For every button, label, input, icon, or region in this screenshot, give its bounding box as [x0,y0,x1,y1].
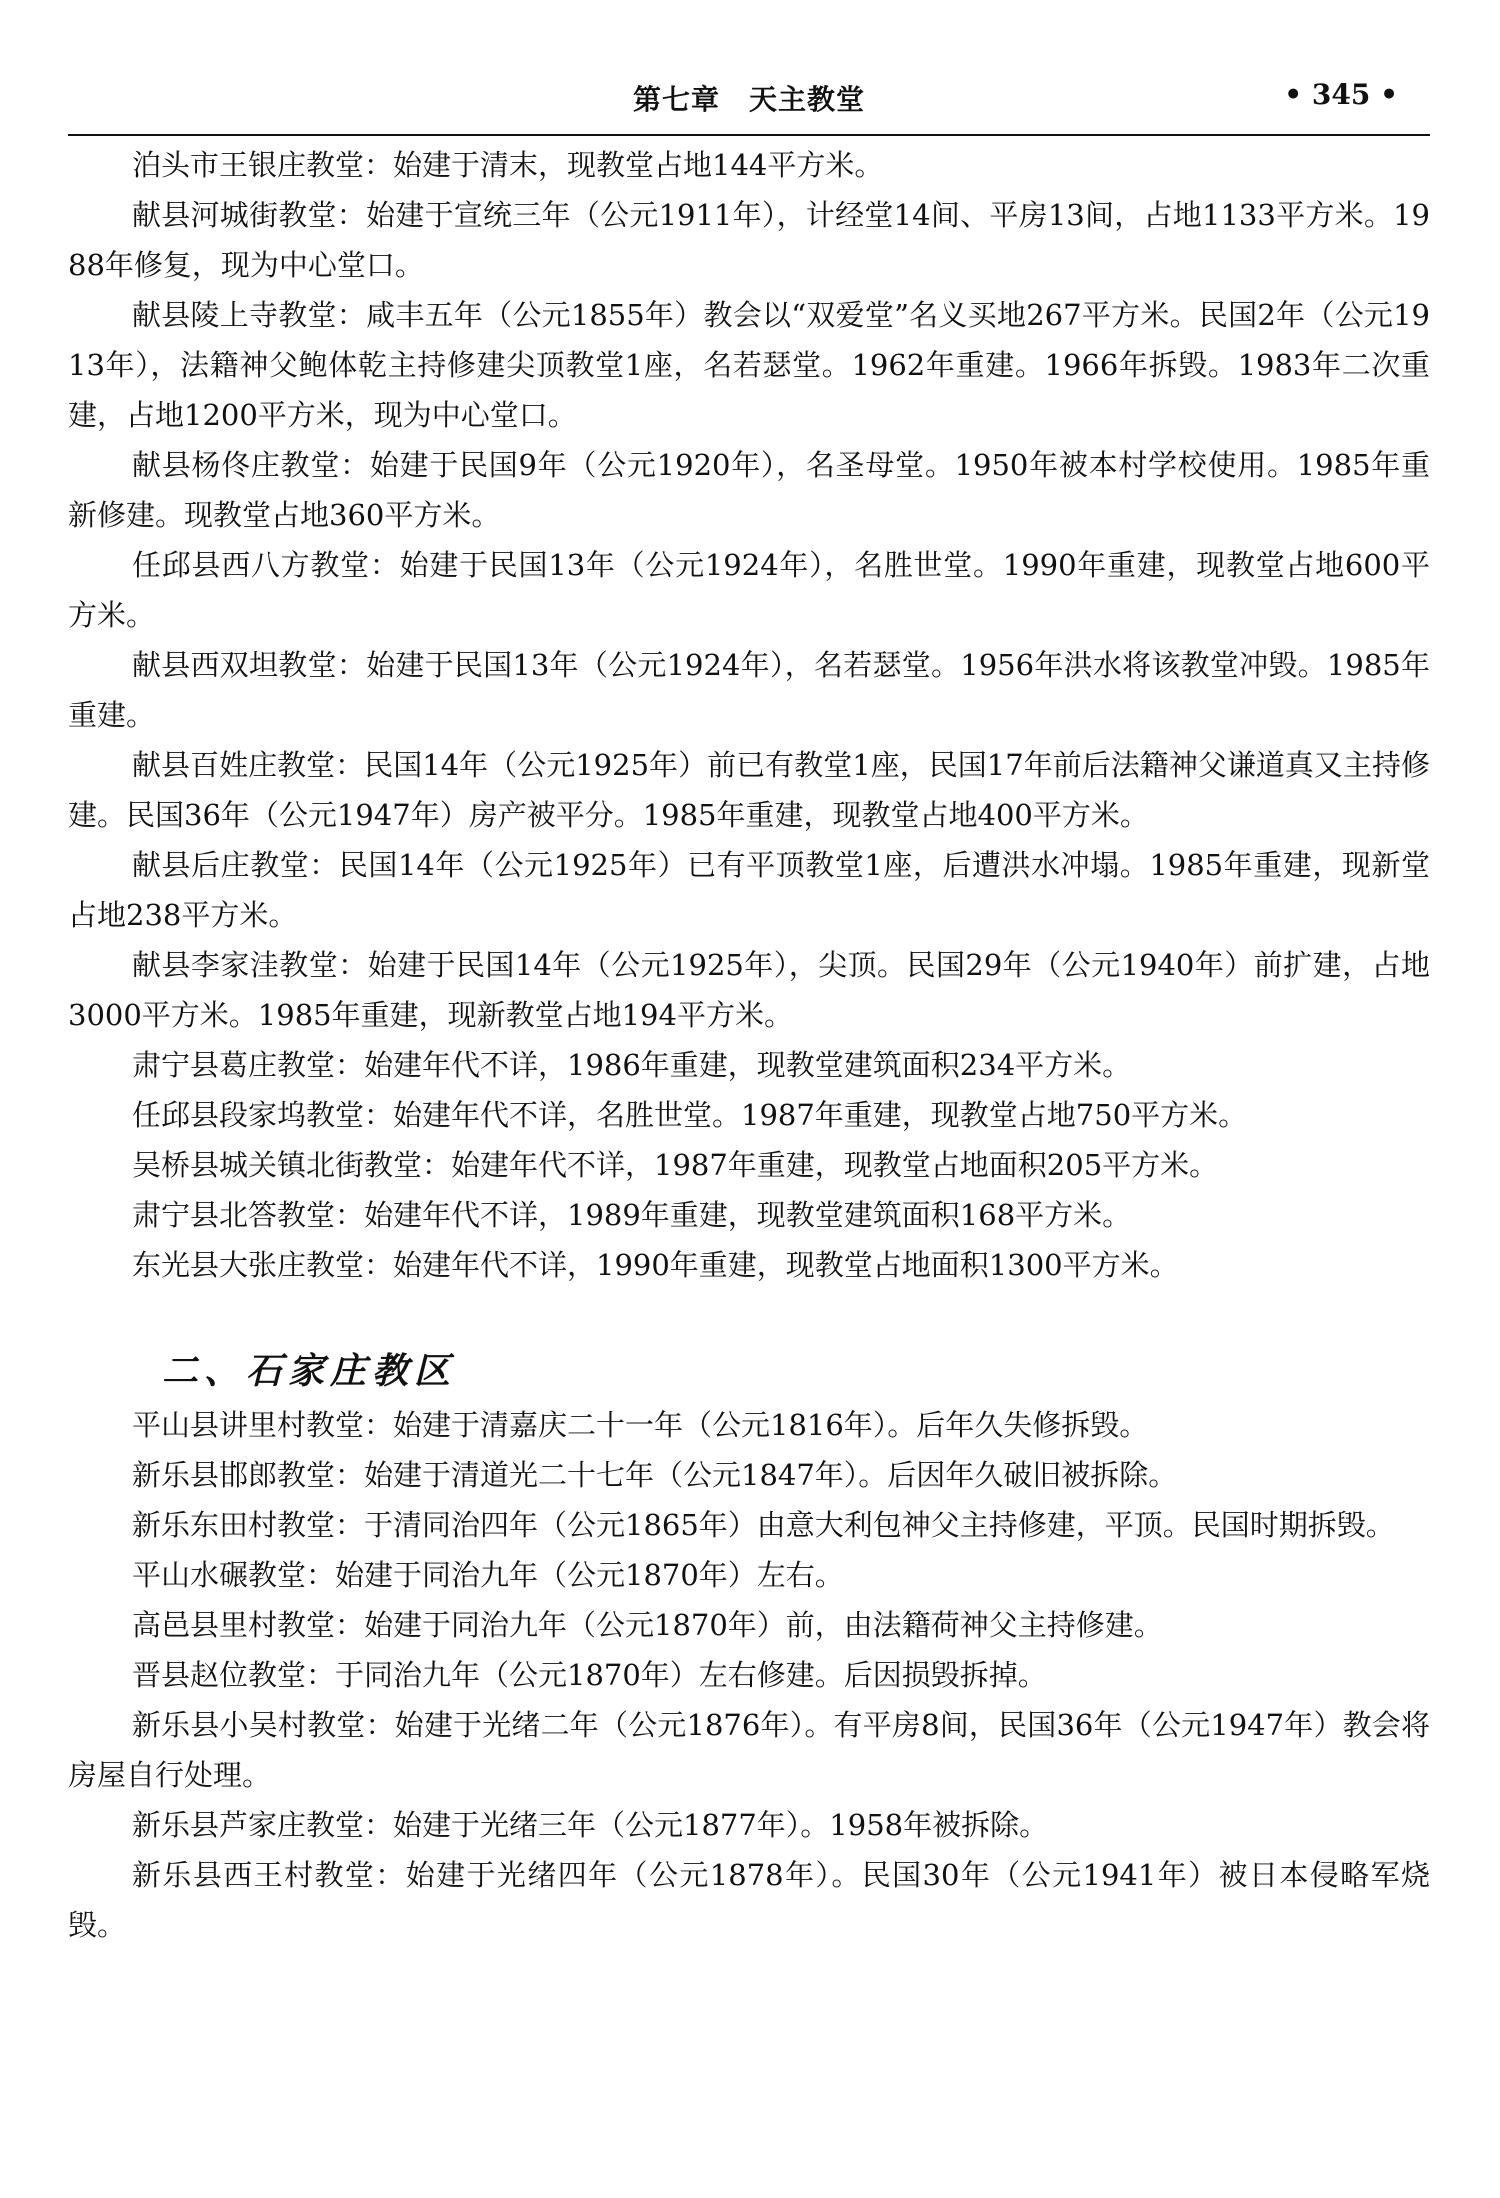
church-entry: 肃宁县北答教堂：始建年代不详，1989年重建，现教堂建筑面积168平方米。 [132,1198,1132,1232]
church-entry: 献县后庄教堂：民国14年（公元1925年）已有平顶教堂1座，后遭洪水冲塌。1985年重建，现新堂占地238平方米。 [68,848,1430,932]
church-entry: 高邑县里村教堂：始建于同治九年（公元1870年）前，由法籍荷神父主持修建。 [132,1608,1163,1642]
church-entry: 新乐县邯郎教堂：始建于清道光二十七年（公元1847年）。后因年久破旧被拆除。 [132,1458,1178,1492]
church-entry: 新乐县芦家庄教堂：始建于光绪三年（公元1877年）。1958年被拆除。 [132,1808,1049,1842]
church-entry: 献县陵上寺教堂：咸丰五年（公元1855年）教会以“双爱堂”名义买地267平方米。民国2年（公元1913年），法籍神父鲍体乾主持修建尖顶教堂1座，名若瑟堂。1962年重建。1966年拆毁。1983年二次重建，占地1200平方米，现为中心堂口。 [68,298,1430,432]
body-text [68,140,1430,1950]
chapter-title: 第七章 天主教堂 [632,83,865,116]
church-entry: 献县河城街教堂：始建于宣统三年（公元1911年），计经堂14间、平房13间，占地1133平方米。1988年修复，现为中心堂口。 [68,198,1430,282]
church-entry: 新乐县西王村教堂：始建于光绪四年（公元1878年）。民国30年（公元1941年）被日本侵略军烧毁。 [68,1858,1430,1942]
church-entry: 吴桥县城关镇北街教堂：始建年代不详，1987年重建，现教堂占地面积205平方米。 [132,1148,1219,1182]
church-entry: 献县李家洼教堂：始建于民国14年（公元1925年），尖顶。民国29年（公元1940年）前扩建，占地3000平方米。1985年重建，现新教堂占地194平方米。 [68,948,1430,1032]
running-header [68,72,1430,136]
church-entry: 献县西双坦教堂：始建于民国13年（公元1924年），名若瑟堂。1956年洪水将该教堂冲毁。1985年重建。 [68,648,1430,732]
church-entry: 东光县大张庄教堂：始建年代不详，1990年重建，现教堂占地面积1300平方米。 [132,1248,1179,1282]
church-entry: 泊头市王银庄教堂：始建于清末，现教堂占地144平方米。 [132,148,884,182]
church-entry: 新乐东田村教堂：于清同治四年（公元1865年）由意大利包神父主持修建，平顶。民国时期拆毁。 [132,1508,1395,1542]
church-entry: 平山水碾教堂：始建于同治九年（公元1870年）左右。 [132,1558,844,1592]
church-entry: 任邱县段家坞教堂：始建年代不详，名胜世堂。1987年重建，现教堂占地750平方米。 [132,1098,1248,1132]
church-entry: 晋县赵位教堂：于同治九年（公元1870年）左右修建。后因损毁拆掉。 [132,1658,1047,1692]
church-entry: 平山县讲里村教堂：始建于清嘉庆二十一年（公元1816年）。后年久失修拆毁。 [132,1408,1149,1442]
church-entry: 任邱县西八方教堂：始建于民国13年（公元1924年），名胜世堂。1990年重建，现教堂占地600平方米。 [68,548,1430,632]
church-entry: 献县百姓庄教堂：民国14年（公元1925年）前已有教堂1座，民国17年前后法籍神父谦道真又主持修建。民国36年（公元1947年）房产被平分。1985年重建，现教堂占地400平方米。 [68,748,1430,832]
church-entry: 肃宁县葛庄教堂：始建年代不详，1986年重建，现教堂建筑面积234平方米。 [132,1048,1132,1082]
church-entry: 献县杨佟庄教堂：始建于民国9年（公元1920年），名圣母堂。1950年被本村学校使用。1985年重新修建。现教堂占地360平方米。 [68,448,1430,532]
page-number: • 345 • [1284,78,1398,111]
church-entry: 新乐县小吴村教堂：始建于光绪二年（公元1876年）。有平房8间，民国36年（公元1947年）教会将房屋自行处理。 [68,1708,1430,1792]
section-heading: 二、石家庄教区 [162,1350,457,1392]
